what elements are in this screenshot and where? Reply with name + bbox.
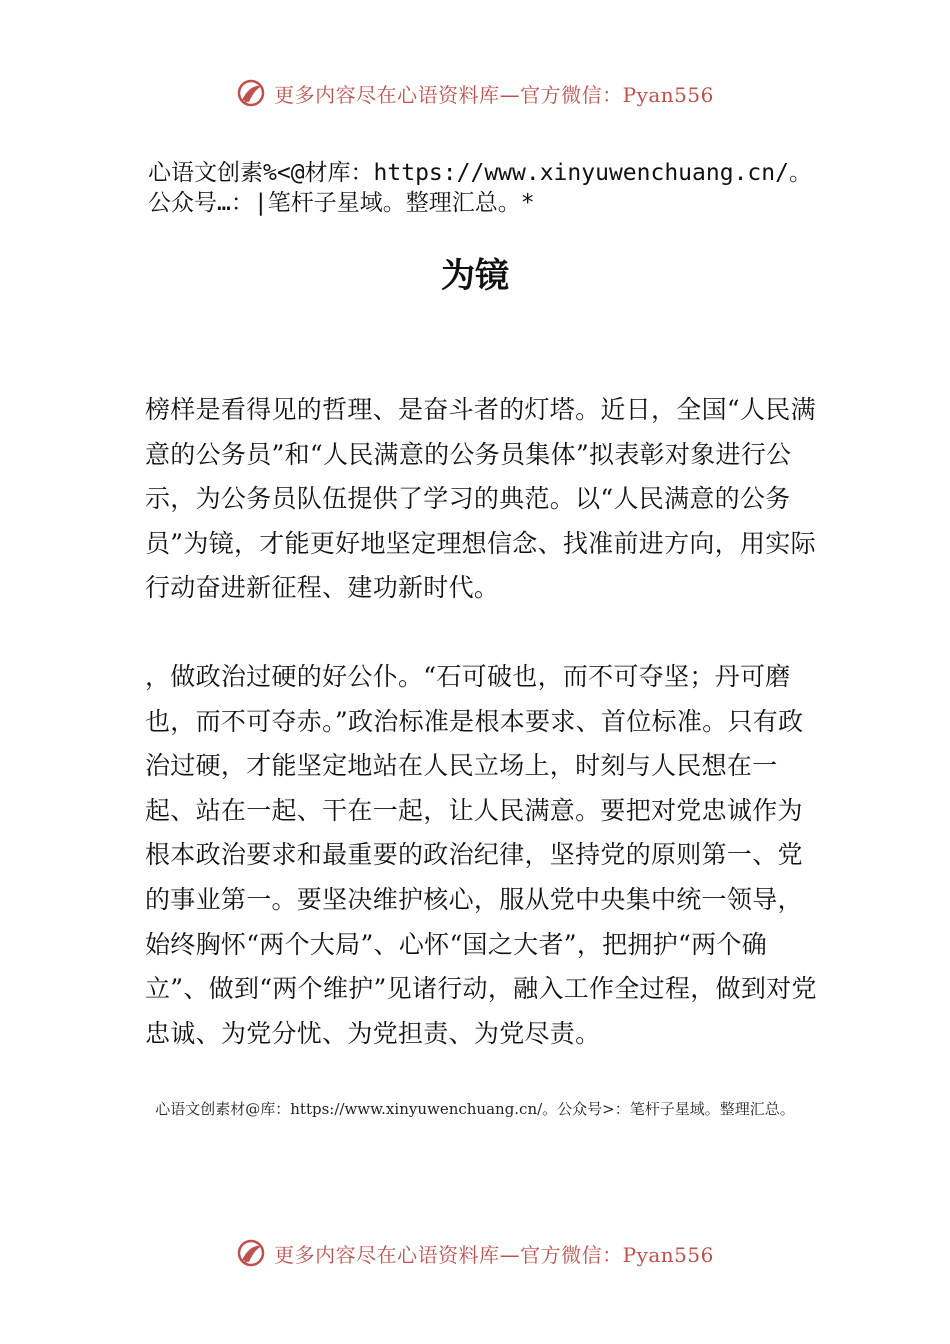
footer-banner bbox=[0, 1233, 950, 1273]
source-notice bbox=[148, 158, 848, 218]
source-line-1: 心语文创素%<@材库：https://www.xinyuwenchuang.cn/。 bbox=[148, 160, 812, 186]
source-line-2: 公众号…：|笔杆子星域。整理汇总。* bbox=[148, 190, 535, 216]
paragraph-1: 榜样是看得见的哲理、是奋斗者的灯塔。近日，全国“人民满意的公务员”和“人民满意的公务员集体”拟表彰对象进行公示，为公务员队伍提供了学习的典范。以“人民满意的公务员”为镜，才能更好地坚定理想信念、找准前进方向，用实际行动奋进新征程、建功新时代。 bbox=[145, 395, 816, 603]
footer-source: 心语文创素材@库：https://www.xinyuwenchuang.cn/。公众号>：笔杆子星域。整理汇总。 bbox=[155, 1100, 795, 1118]
banner-text: 更多内容尽在心语资料库—官方微信：Pyan556 bbox=[274, 1242, 714, 1267]
wechat-id: Pyan556 bbox=[622, 82, 714, 107]
wechat-id: Pyan556 bbox=[622, 1242, 714, 1267]
banner-text: 更多内容尽在心语资料库—官方微信：Pyan556 bbox=[274, 82, 714, 107]
article-title: 为镜 bbox=[441, 256, 509, 296]
pen-nib-icon bbox=[236, 78, 266, 108]
pen-nib-icon bbox=[236, 1238, 266, 1268]
paragraph-2: ，做政治过硬的好公仆。“石可破也，而不可夺坚；丹可磨也，而不可夺赤。”政治标准是根本要求、首位标准。只有政治过硬，才能坚定地站在人民立场上，时刻与人民想在一起、站在一起、干在一起，让人民满意。要把对党忠诚作为根本政治要求和最重要的政治纪律，坚持党的原则第一、党的事业第一。要坚决维护核心，服从党中央集中统一领导，始终胸怀“两个大局”、心怀“国之大者”，把拥护“两个确立”、做到“两个维护”见诸行动，融入工作全过程，做到对党忠诚、为党分忧、为党担责、为党尽责。 bbox=[145, 662, 817, 1048]
header-banner bbox=[0, 73, 950, 113]
